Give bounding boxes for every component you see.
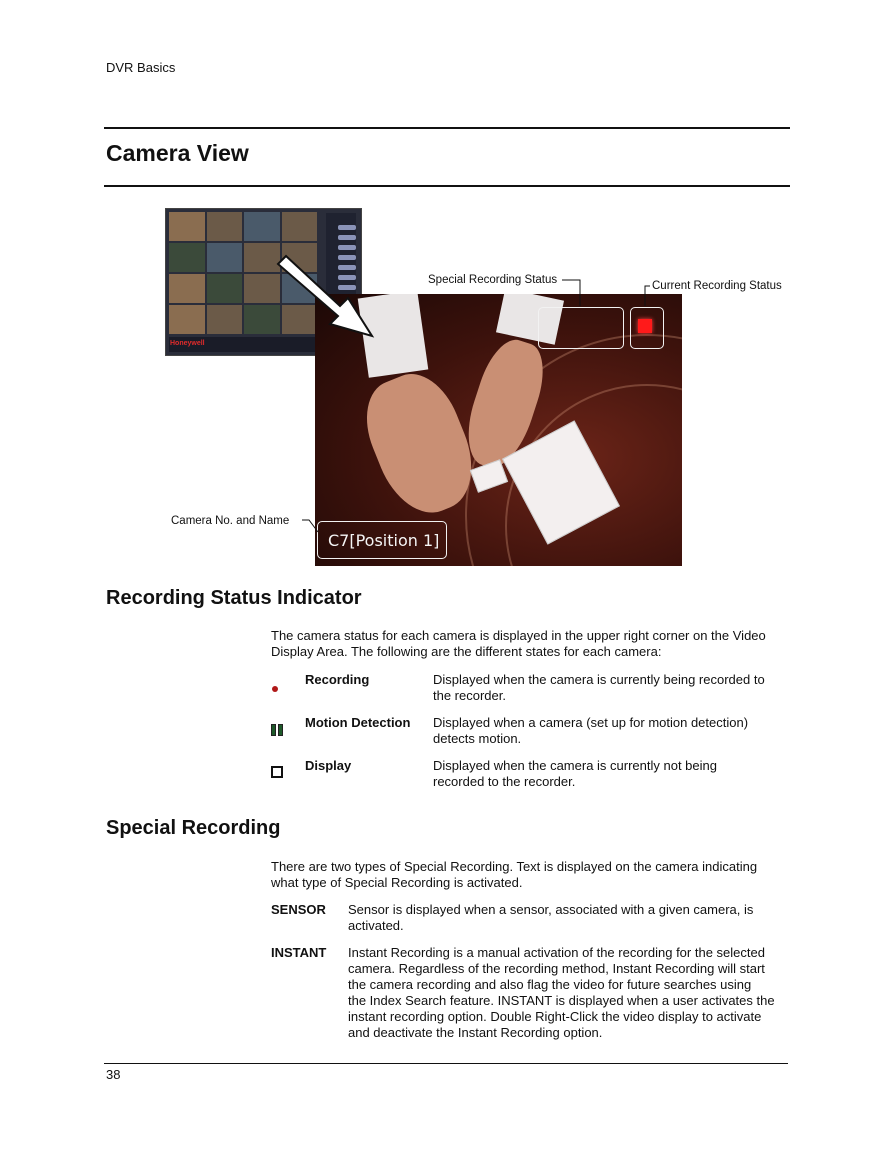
- term-instant: INSTANT: [271, 945, 327, 960]
- leader-line-camera-name: [302, 520, 318, 532]
- recording-status-intro: The camera status for each camera is displayed in the upper right corner on the Video Display Area. The following are the different states for each camera:: [271, 628, 766, 659]
- status-desc-motion: Displayed when a camera (set up for motion detection) detects motion.: [433, 715, 749, 746]
- page-title: Camera View: [106, 140, 249, 166]
- camera-name-label: C7[Position 1]: [317, 521, 447, 559]
- status-term-recording: Recording: [305, 672, 370, 687]
- special-recording-heading: Special Recording: [106, 817, 281, 839]
- motion-detection-icon: [271, 724, 284, 736]
- footer-rule: [104, 1063, 788, 1064]
- recording-dot-icon: [272, 686, 278, 692]
- special-recording-intro: There are two types of Special Recording. Text is displayed on the camera indicating what type of Special Recording is activated.: [271, 859, 758, 890]
- leader-line-special: [562, 280, 580, 306]
- status-term-motion: Motion Detection: [305, 715, 411, 730]
- brand-logo: Honeywell: [170, 340, 205, 347]
- recording-status-heading: Recording Status Indicator: [106, 587, 362, 609]
- status-term-display: Display: [305, 758, 352, 773]
- desc-sensor: Sensor is displayed when a sensor, associated with a given camera, is activated.: [348, 902, 754, 933]
- running-head: DVR Basics: [106, 60, 176, 75]
- callout-camera-no-and-name: Camera No. and Name: [171, 515, 290, 527]
- term-sensor: SENSOR: [271, 902, 326, 917]
- status-desc-display: Displayed when the camera is currently not being recorded to the recorder.: [433, 758, 717, 789]
- desc-instant: Instant Recording is a manual activation of the recording for the selected camera. Regardless of the recording method, Instant Recording will start the camera recording and also flag the video for future searches using the Index Search feature. INSTANT is displayed when a user activates the instant recording option. Double Right-Click the video display to activate and deactivate the Instant Recording option.: [348, 945, 775, 1040]
- status-desc-recording: Displayed when the camera is currently being recorded to the recorder.: [433, 672, 765, 703]
- display-square-icon: [271, 766, 283, 778]
- callout-special-recording-status: Special Recording Status: [428, 274, 558, 286]
- leader-line-current: [645, 286, 650, 306]
- zoom-arrow-icon: [278, 256, 372, 336]
- page-number: 38: [106, 1067, 121, 1082]
- callout-current-recording-status: Current Recording Status: [652, 280, 782, 292]
